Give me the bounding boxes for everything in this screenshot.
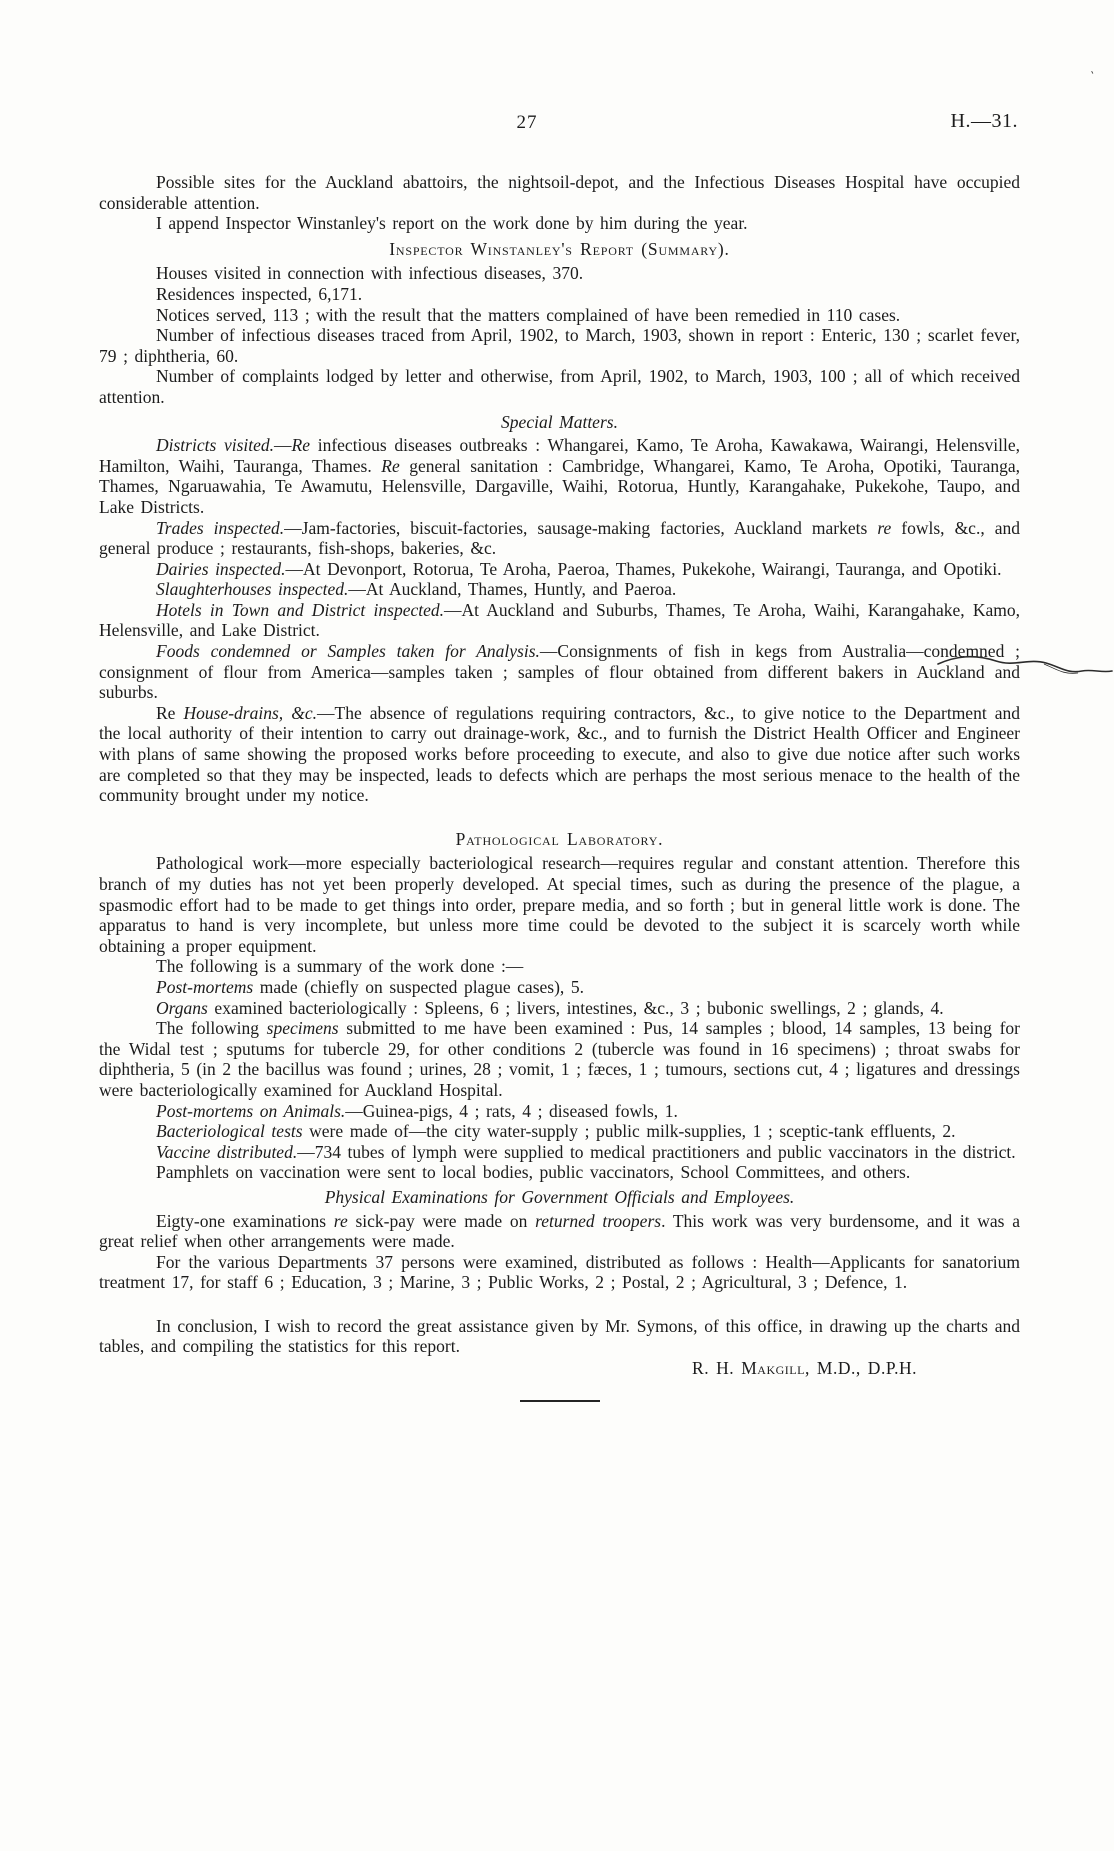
paragraph — [99, 1162, 1020, 1183]
text-run: Foods condemned or Samples taken for Analysis. — [156, 641, 540, 662]
text-run: Notices served, 113 ; with the result that the matters complained of have been remedied in 110 cases. — [156, 304, 901, 325]
document-body — [99, 172, 1020, 1402]
paragraph — [99, 172, 1020, 213]
text-run: Inspector Winstanley's Report (Summary). — [389, 238, 730, 259]
paragraph — [99, 366, 1020, 407]
paragraph — [99, 641, 1020, 703]
text-run: Post-mortems — [156, 976, 254, 997]
text-run: , M.D., D.P.H. — [804, 1358, 917, 1379]
text-run: — — [274, 435, 292, 456]
paragraph — [99, 1018, 1020, 1100]
text-run: The following is a summary of the work done :— — [156, 956, 524, 977]
text-run: The following — [156, 1018, 267, 1039]
text-run: For the various Departments 37 persons were examined, distributed as follows : Health—Applicants for sanatorium treatment 17, for staff 6 ; Education, 3 ; Marine, 3 ; Public Works, 2 ; Postal, 2 ; Agricultural, 3 ; Defence, 1. — [99, 1251, 1020, 1293]
paragraph — [99, 284, 1020, 305]
text-run: Vaccine distributed. — [156, 1141, 298, 1162]
text-run: House-drains, &c. — [183, 702, 317, 723]
text-run: Possible sites for the Auckland abattoirs, the nightsoil-depot, and the Infectious Diseases Hospital have occupied considerable attention. — [99, 172, 1020, 213]
text-run: Pathological Laboratory. — [455, 828, 664, 849]
end-rule — [520, 1400, 600, 1402]
page-number: 27 — [516, 112, 538, 133]
section-heading-smallcaps — [99, 239, 1020, 260]
signature-line — [99, 1358, 1020, 1379]
document-reference: H.—31. — [950, 110, 1018, 132]
text-run: made (chiefly on suspected plague cases), 5. — [253, 976, 584, 997]
text-run: —Jam-factories, biscuit-factories, sausage-making factories, Auckland markets — [284, 517, 878, 538]
text-run: Re — [156, 702, 184, 723]
paragraph — [99, 853, 1020, 956]
text-run: re — [877, 517, 892, 538]
paragraph — [99, 305, 1020, 326]
section-heading-italic — [99, 412, 1020, 433]
text-run: . This work was very burdensome, and it was a great relief when other arrangements were made. — [99, 1210, 1020, 1252]
text-run: —At Auckland, Thames, Huntly, and Paeroa. — [348, 579, 677, 600]
text-run: Bacteriological tests — [156, 1121, 303, 1142]
text-run: —At Devonport, Rotorua, Te Aroha, Paeroa, Thames, Pukekohe, Wairangi, Tauranga, and Opotiki. — [285, 558, 1002, 579]
text-run: were made of—the city water-supply ; public milk-supplies, 1 ; sceptic-tank effluents, 2. — [302, 1121, 956, 1142]
paragraph — [99, 325, 1020, 366]
text-run: Makgill — [741, 1358, 805, 1379]
paragraph — [99, 579, 1020, 600]
text-run: Districts visited. — [156, 435, 275, 456]
paragraph — [99, 1121, 1020, 1142]
paragraph — [99, 1101, 1020, 1122]
section-heading-italic — [99, 1187, 1020, 1208]
text-run: Pathological work—more especially bacteriological research—requires regular and constant attention. Therefore this branch of my duties has not yet been properly developed. At special times, such as during the presence of the plague, a spasmodic effort had to be made to get things into order, prepare media, and so forth ; but in general little work is done. The apparatus to hand is very incomplete, but unless more time could be devoted to the subject it is scarcely worth while obtaining a proper equipment. — [99, 853, 1020, 956]
text-run: R. H. — [692, 1358, 742, 1379]
text-run: specimens — [266, 1018, 339, 1039]
paragraph — [99, 518, 1020, 559]
text-run: fowls, &c., and general produce ; restaurants, fish-shops, bakeries, &c. — [99, 517, 1020, 559]
paragraph — [99, 956, 1020, 977]
text-run: Houses visited in connection with infectious diseases, 370. — [156, 263, 584, 284]
text-run: Slaughterhouses inspected. — [156, 579, 349, 600]
text-run: Physical Examinations for Government Officials and Employees. — [324, 1186, 795, 1207]
paragraph — [99, 263, 1020, 284]
text-run: Hotels in Town and District inspected. — [156, 599, 444, 620]
text-run: Number of complaints lodged by letter and otherwise, from April, 1902, to March, 1903, 100 ; all of which received attention. — [99, 366, 1020, 407]
paragraph — [99, 600, 1020, 641]
text-run: infectious diseases outbreaks : Whangarei, Kamo, Te Aroha, Kawakawa, Wairangi, Helensville, Hamilton, Waihi, Tauranga, Thames. — [99, 435, 1020, 476]
text-run: Re — [291, 435, 311, 456]
text-run: Dairies inspected. — [156, 558, 286, 579]
paragraph — [99, 998, 1020, 1019]
paragraph — [99, 703, 1020, 806]
section-heading-smallcaps — [99, 829, 1020, 850]
paragraph — [99, 1211, 1020, 1252]
text-run: Residences inspected, 6,171. — [156, 283, 363, 304]
paragraph — [99, 559, 1020, 580]
text-run: Organs — [156, 997, 208, 1018]
text-run: Number of infectious diseases traced from April, 1902, to March, 1903, shown in report : Enteric, 130 ; scarlet fever, 79 ; diphtheria, 60. — [99, 325, 1020, 366]
text-run: —734 tubes of lymph were supplied to medical practitioners and public vaccinators in the district. — [297, 1141, 1016, 1162]
paragraph — [99, 1142, 1020, 1163]
text-run: —At Auckland and Suburbs, Thames, Te Aroha, Waihi, Karangahake, Kamo, Helensville, and Lake District. — [99, 599, 1020, 641]
text-run: —Guinea-pigs, 4 ; rats, 4 ; diseased fowls, 1. — [345, 1100, 678, 1121]
text-run: general sanitation : Cambridge, Whangarei, Kamo, Te Aroha, Opotiki, Tauranga, Thames, Ngaruawahia, Te Awamutu, Helensville, Dargaville, Waihi, Rotorua, Huntly, Karangahake, Pukekohe, Taupo, and Lake Districts. — [99, 455, 1020, 517]
text-run: —Consignments of fish in kegs from Australia—condemned ; consignment of flour from America—samples taken ; samples of flour obtained from different bakers in Auckland and suburbs. — [99, 641, 1020, 703]
text-run: I append Inspector Winstanley's report on the work done by him during the year. — [156, 213, 748, 234]
text-run: Eigty-one examinations — [156, 1210, 334, 1231]
text-run: Trades inspected. — [156, 517, 285, 538]
paragraph — [99, 977, 1020, 998]
text-run: submitted to me have been examined : Pus, 14 samples ; blood, 14 samples, 13 being for the Widal test ; sputums for tubercle 29, for other conditions 2 (tubercle was found in 16 specimens) ; throat swabs for diphtheria, 5 (in 2 the bacillus was found ; urines, 28 ; vomit, 1 ; fæces, 1 ; tumours, sections cut, 4 ; ligatures and dressings were bacteriologically examined for Auckland Hospital. — [99, 1018, 1021, 1100]
text-run: returned troopers — [535, 1210, 662, 1231]
text-run: Post-mortems on Animals. — [156, 1100, 346, 1121]
scan-speck-mark: ` — [1085, 69, 1096, 86]
paragraph — [99, 1316, 1020, 1357]
paragraph — [99, 435, 1020, 517]
text-run: sick-pay were made on — [347, 1210, 536, 1231]
text-run: In conclusion, I wish to record the great assistance given by Mr. Symons, of this office, in drawing up the charts and tables, and compiling the statistics for this report. — [99, 1315, 1020, 1357]
text-run: Pamphlets on vaccination were sent to local bodies, public vaccinators, School Committees, and others. — [156, 1162, 911, 1183]
page-header — [99, 112, 1020, 142]
text-run: examined bacteriologically : Spleens, 6 ; livers, intestines, &c., 3 ; bubonic swellings, 2 ; glands, 4. — [207, 997, 944, 1018]
text-run: re — [333, 1210, 348, 1231]
text-run: Re — [381, 455, 400, 476]
text-run: —The absence of regulations requiring contractors, &c., to give notice to the Department and the local authority of their intention to carry out drainage-work, &c., and to furnish the District Health Officer and Engineer with plans of same showing the proposed works before proceeding to execute, and also to give due notice after such works are completed so that they may be inspected, leads to defects which are perhaps the most serious menace to the health of the community brought under my notice. — [99, 702, 1021, 806]
text-run: Special Matters. — [501, 411, 618, 432]
paragraph — [99, 1252, 1020, 1293]
paragraph — [99, 213, 1020, 234]
ink-scratch-mark — [936, 650, 1114, 684]
